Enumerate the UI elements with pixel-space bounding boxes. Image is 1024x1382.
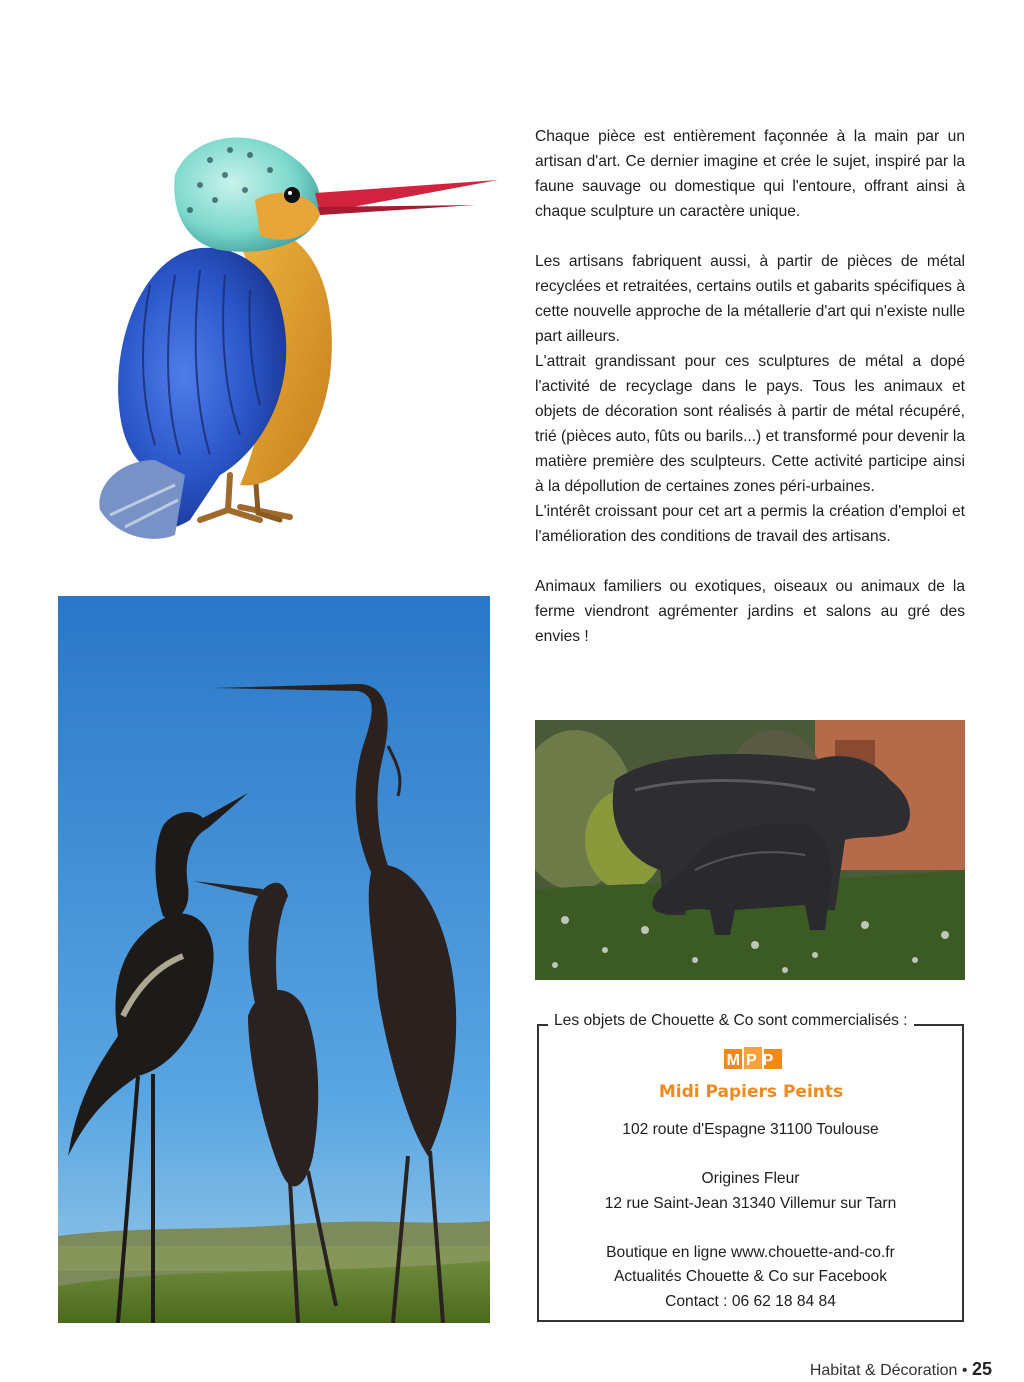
online-shop: Boutique en ligne www.chouette-and-co.fr [606,1244,895,1261]
paragraph-recycling: L'attrait grandissant pour ces sculptures de métal a dopé l'activité de recyclage dans le pays. Tous les animaux et objets de décoration sont réalisés à partir de métal récupéré, trié (pièces auto, fûts ou barils...) et transformé pour devenir la matière première des sculpteurs. Cette activité participe ainsi à la dépollution de certaines zones péri-urbaines. [535,353,965,495]
contact-phone: Contact : 06 62 18 84 84 [665,1293,836,1310]
store1-address: 102 route d'Espagne 31100 Toulouse [622,1121,879,1138]
paragraph-craftsmanship: Chaque pièce est entièrement façonnée à la main par un artisan d'art. Ce dernier imagine et crée le sujet, inspiré par la faune sauvage ou domestique qui l'entoure, offrant ainsi à chaque sculpture un caractère unique. [535,128,965,220]
store2-address: 12 rue Saint-Jean 31340 Villemur sur Tarn [604,1195,897,1212]
facebook-note: Actualités Chouette & Co sur Facebook [613,1268,888,1285]
footer-section: Habitat & Décoration [809,1362,958,1379]
hippos-sculpture-photo [535,720,965,980]
midi-papiers-peints-logo [646,1045,856,1105]
store2-name: Origines Fleur [701,1170,800,1187]
retail-heading: Les objets de Chouette & Co sont commercialisés : [548,1012,914,1030]
herons-sculpture-photo [58,596,490,1323]
paragraph-employment: L'intérêt croissant pour cet art a permis la création d'emploi et l'amélioration des conditions de travail des artisans. [535,503,965,545]
logo-name: Midi Papiers Peints [658,1082,844,1102]
page-footer [810,1359,992,1380]
article-text [535,124,965,649]
page-number: 25 [971,1359,992,1379]
footer-separator: • [961,1362,968,1379]
paragraph-tools: Les artisans fabriquent aussi, à partir de pièces de métal recyclées et retraitées, certains outils et gabarits spécifiques à cette nouvelle approche de la métallerie d'art qui n'existe nulle part ailleurs. [535,253,965,345]
logo-letters: MPP [726,1052,780,1069]
paragraph-animals: Animaux familiers ou exotiques, oiseaux ou animaux de la ferme viendront agrémenter jardins et salons au gré des envies ! [535,578,965,645]
kingfisher-sculpture-image [80,115,510,550]
